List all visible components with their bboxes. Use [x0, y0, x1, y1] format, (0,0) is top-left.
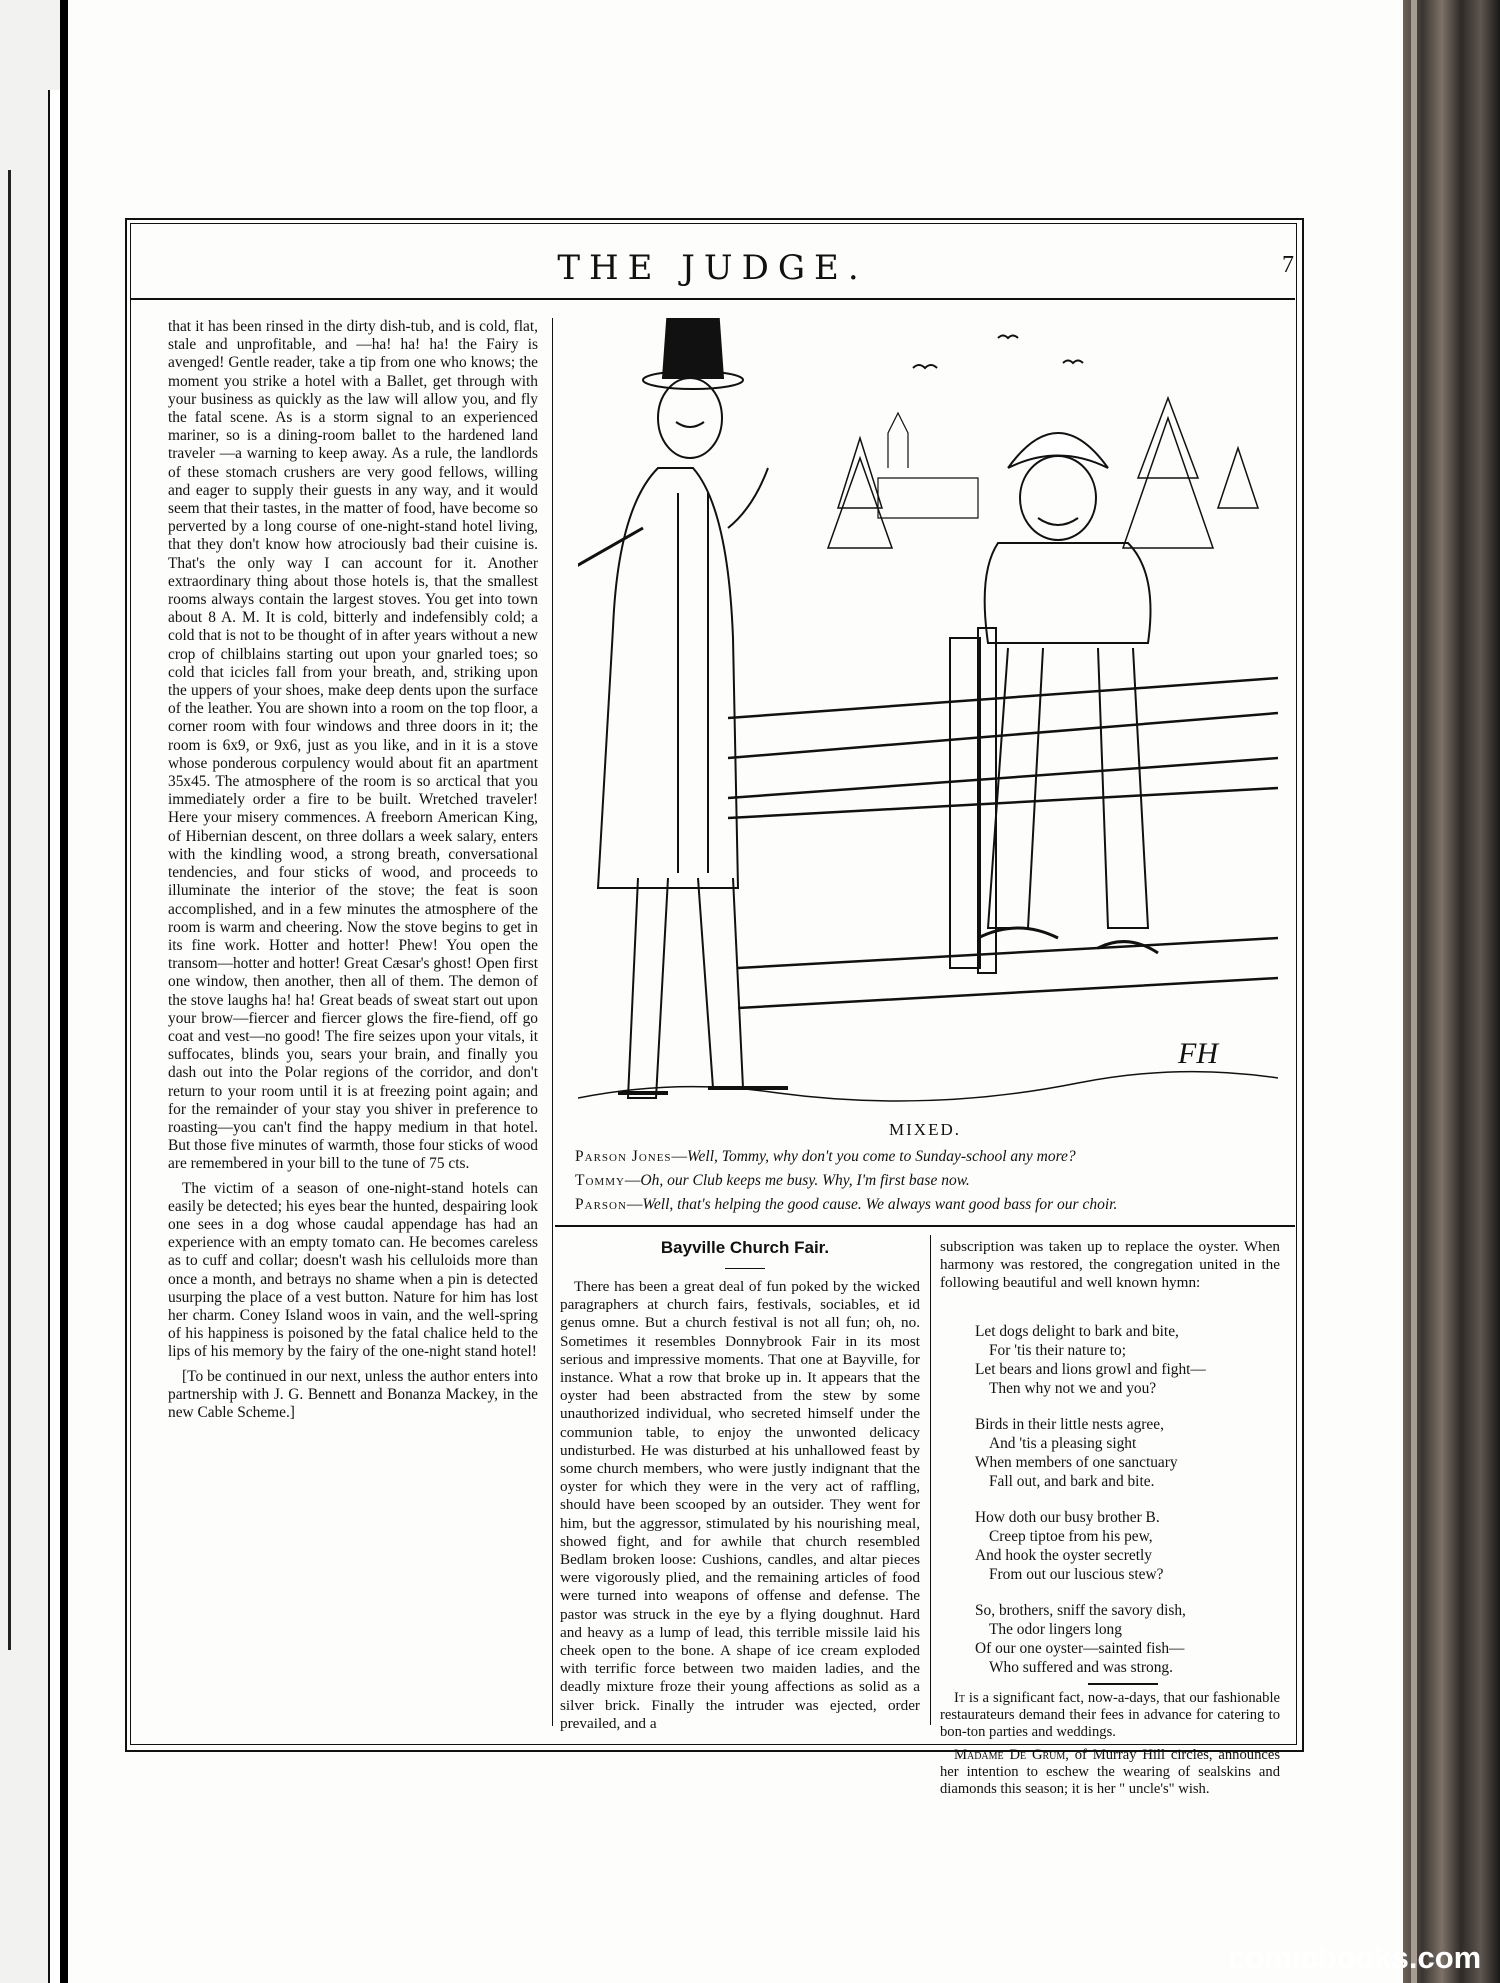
cartoon-title: MIXED.	[889, 1120, 961, 1139]
caption-rule	[555, 1225, 1295, 1227]
brief-2-text: of Murray Hill circles, announces her intention to eschew the wearing of sealskins and diamonds this season; it is her " uncle's" wish.	[940, 1747, 1281, 1797]
cartoon-illustration	[578, 318, 1278, 1123]
left-column	[168, 318, 538, 1422]
hymn-stanza-3	[975, 1508, 1163, 1584]
left-paragraph-1: that it has been rinsed in the dirty dish-tub, and is cold, flat, stale and unprofitable, and —ha! ha! ha! the Fairy is avenged! Gentle reader, take a tip from one who knows; the moment you strike a hotel with a Ballet, get through with your business as quickly as the law will allow you, and fly the fatal scene. As is a storm signal to an experienced mariner, so is a dining-room ballet to the hardened land traveler —a warning to keep away. As a rule, the landlords of these stomach crushers are very good fellows, willing and eager to supply their guests in any way, and it would seem that their tastes, in the matter of food, have become so perverted by a long course of one-night-stand hotel living, that they don't know how atrociously bad their cuisine is. That's the only way I can account for it. Another extraordinary thing about those hotels is, that the smallest rooms always contain the largest stoves. You get into town about 8 A. M. It is cold, bitterly and indefensibly cold; a cold that is not to be thought of in after years without a new crop of chilblains starting out upon your gnarled toes; so cold that icicles fall from your breath, and, striking upon the uppers of your shoes, make deep dents upon the surface of the leather. You are shown into a room on the top floor, a corner room with four windows and three doors in it; the room is 6x9, or 9x6, just as you like, and in it is a stove whose ponderous corpulency would about fit an apartment 35x45. The atmosphere of the room is so arctical that you immediately order a fire to be built. Wretched traveler! Here your misery commences. A freeborn American King, of Hibernian descent, on three dollars a week salary, enters with the kindling wood, a strong breath, conversational tendencies, and four sticks of wood, and proceeds to illuminate the interior of the stove; the feat is soon accomplished, and in a few minutes the atmosphere of the room is warm and cheering. Now the stove begins to get in its fine work. Hotter and hotter! Phew! You open the transom—hotter and hotter! Great Cæsar's ghost! Open first one window, then another, then all of them. The demon of the stove laughs ha! ha! Great beads of sweat start out upon your brow—fiercer and fiercer glows the fire-fiend, off go coat and vest—no good! The fire seizes upon your vitals, it suffocates, blinds you, sears your brain, and finally you dash out into the Polar regions of the corridor, and don't return to your room until it is at freezing point again; and for the remainder of your stay you shiver in preference to roasting—you can't find the happy medium in that hotel. But those five minutes of warmth, those four sticks of wood are remembered in your bill to the tune of 75 cts.	[168, 318, 538, 1173]
caption-text-1: Well, Tommy, why don't you come to Sunday-school any more?	[687, 1148, 1076, 1165]
hymn-line: Of our one oyster—sainted fish—	[975, 1640, 1185, 1657]
caption-speaker-1: Parson Jones	[575, 1148, 672, 1165]
brief-rule	[1088, 1683, 1158, 1685]
caption-line-1: Parson Jones—Well, Tommy, why don't you come to Sunday-school any more?	[575, 1148, 1076, 1165]
caption-text-3: Well, that's helping the good cause. We always want good bass for our choir.	[642, 1196, 1118, 1213]
masthead-rule	[130, 298, 1295, 300]
hymn-stanza-4	[975, 1601, 1186, 1677]
headline-rule	[725, 1268, 765, 1269]
hymn-stanza-1	[975, 1322, 1206, 1398]
adjacent-page-edge	[0, 0, 60, 1983]
column-rule-left	[552, 318, 553, 1726]
hymn-line: The odor lingers long	[989, 1621, 1122, 1638]
middle-column	[560, 1278, 920, 1733]
hymn-line: Then why not we and you?	[989, 1380, 1157, 1397]
page-number: 7	[1282, 252, 1294, 278]
masthead: THE JUDGE.	[557, 248, 868, 288]
hymn-line: Birds in their little nests agree,	[975, 1416, 1164, 1433]
hymn-line: When members of one sanctuary	[975, 1454, 1178, 1471]
hymn-line: And hook the oyster secretly	[975, 1547, 1152, 1564]
hymn-line: So, brothers, sniff the savory dish,	[975, 1602, 1186, 1619]
column-rule-right	[930, 1235, 931, 1725]
right-column-intro	[940, 1238, 1280, 1293]
article-continuation: subscription was taken up to replace the oyster. When harmony was restored, the congregation united in the following beautiful and well known hymn:	[940, 1238, 1280, 1292]
brief-1	[940, 1690, 1280, 1741]
brief-1-lead: It	[954, 1690, 965, 1706]
article-headline: Bayville Church Fair.	[660, 1238, 830, 1257]
article-body: There has been a great deal of fun poked by the wicked paragraphers at church fairs, festivals, sociables, et id genus omne. But a church festival is not all fun; oh, no. Sometimes it resembles Donnybrook Fair in its most serious and impressive moments. That one at Bayville, for instance. What a row that broke up in. It appears that the oyster had been abstracted from the stew by some unauthorized individual, who secreted himself under the communion table, to enjoy the unwonted delicacy undisturbed. He was disturbed at his unhallowed feast by some church members, who were justly indignant that the oyster for which they were in the very act of raffling, should have been scooped by an outsider. They went for him, but the aggressor, stimulated by his nourishing meal, showed fight, and for awhile that church resembled Bedlam broken loose: Cushions, candles, and altar pieces were vigorously plied, and the remaining articles of food were turned into weapons of offense and defense. The pastor was struck in the eye by a flying doughnut. Hard and heavy as a lump of lead, this terrible missile laid his cheek open to the bone. A shape of ice cream exploded with terrific force between two maiden ladies, and the deadly mixture froze their young affections as solid as a silver brick. Finally the intruder was ejected, order prevailed, and a	[560, 1278, 920, 1732]
caption-text-2: Oh, our Club keeps me busy. Why, I'm first base now.	[640, 1172, 970, 1189]
brief-2-lead: Madame De Grum,	[954, 1747, 1069, 1763]
brief-2	[940, 1747, 1280, 1798]
hymn-line: Who suffered and was strong.	[989, 1659, 1173, 1676]
hymn-line: How doth our busy brother B.	[975, 1509, 1160, 1526]
caption-line-3: Parson—Well, that's helping the good cause. We always want good bass for our choir.	[575, 1196, 1118, 1213]
caption-speaker-2: Tommy	[575, 1172, 625, 1189]
hymn-line: Let dogs delight to bark and bite,	[975, 1323, 1179, 1340]
hymn-line: For 'tis their nature to;	[989, 1342, 1126, 1359]
hymn-line: From out our luscious stew?	[989, 1566, 1164, 1583]
hymn-line: Creep tiptoe from his pew,	[989, 1528, 1153, 1545]
caption-line-2: Tommy—Oh, our Club keeps me busy. Why, I'm first base now.	[575, 1172, 970, 1189]
book-binding	[1403, 0, 1500, 1983]
hymn-stanza-2	[975, 1415, 1178, 1491]
brief-1-text: is a significant fact, now-a-days, that our fashionable restaurateurs demand their fees in advance for catering to bon-ton parties and weddings.	[940, 1690, 1280, 1740]
left-paragraph-3: [To be continued in our next, unless the author enters into partnership with J. G. Bennett and Bonanza Mackey, in the new Cable Scheme.]	[168, 1367, 538, 1421]
artist-signature: FH	[1178, 1037, 1218, 1070]
hymn-line: Let bears and lions growl and fight—	[975, 1361, 1206, 1378]
gutter	[60, 0, 68, 1983]
hymn-line: Fall out, and bark and bite.	[989, 1473, 1155, 1490]
left-paragraph-2: The victim of a season of one-night-stand hotels can easily be detected; his eyes bear the hunted, despairing look one sees in a dog whose caudal appendage has had an experience with an empty tomato can. He becomes careless as to cuff and collar; doesn't wash his celluloids more than once a month, and betrays no shame when a pin is detected usurping the place of a vest button. Nature for him has lost her charm. Coney Island woos in vain, and the well-spring of his happiness is poisoned by the fatal chalice held to the lips of his memory by the fairy of the one-night stand hotel!	[168, 1179, 538, 1361]
caption-speaker-3: Parson	[575, 1196, 627, 1213]
watermark: comicbooks.com	[1228, 1940, 1482, 1975]
hymn-line: And 'tis a pleasing sight	[989, 1435, 1137, 1452]
briefs	[940, 1690, 1280, 1798]
